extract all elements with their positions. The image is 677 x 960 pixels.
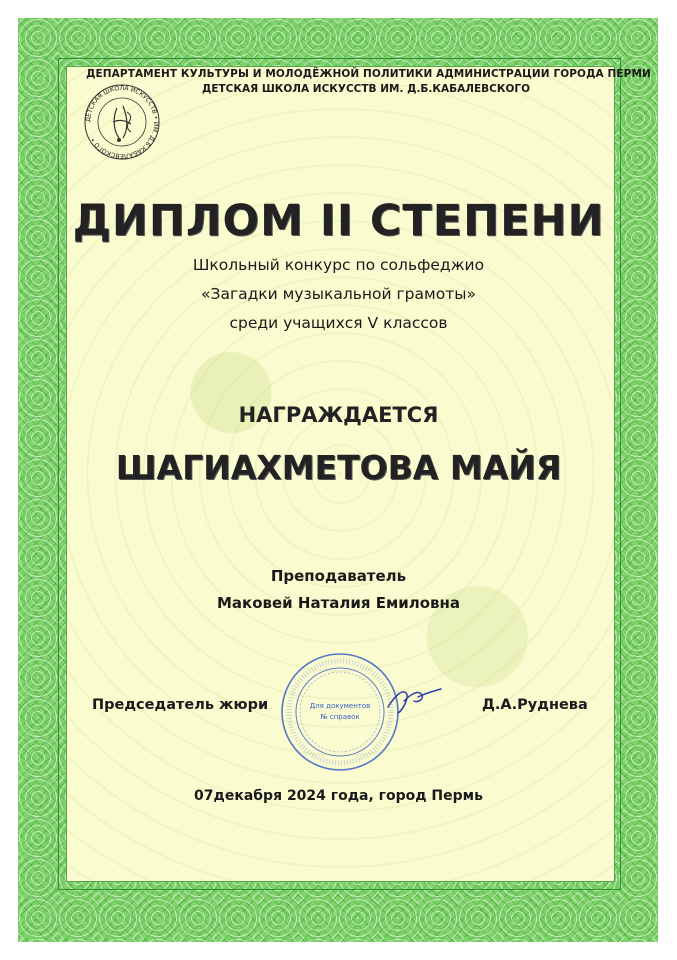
signature-icon	[384, 683, 444, 717]
contest-name: «Загадки музыкальной грамоты»	[201, 285, 476, 303]
awarded-label: НАГРАЖДАЕТСЯ	[238, 403, 439, 427]
diploma-title: ДИПЛОМ II СТЕПЕНИ	[72, 196, 605, 246]
jury-chair-name: Д.А.Руднева	[482, 697, 588, 713]
emblem-ring-text: ДЕТСКАЯ ШКОЛА ИСКУССТВ • ИМ. Д.Б.КАБАЛЕВСКОГО •	[84, 84, 160, 160]
recipient-name: ШАГИАХМЕТОВА МАЙЯ	[115, 448, 562, 487]
teacher-label: Преподаватель	[270, 567, 407, 585]
contest-participants: среди учащихся V классов	[229, 314, 448, 332]
teacher-name: Маковей Наталия Емиловна	[216, 594, 461, 612]
contest-description: Школьный конкурс по сольфеджио	[192, 256, 485, 274]
svg-text:ДЕТСКАЯ ШКОЛА ИСКУССТВ • ИМ. Д	[85, 85, 159, 159]
department-name: ДЕПАРТАМЕНТ КУЛЬТУРЫ И МОЛОДЁЖНОЙ ПОЛИТИКИ АДМИНИСТРАЦИИ ГОРОДА ПЕРМИ	[86, 68, 651, 80]
stamp-center-text-2: № справок	[320, 713, 360, 721]
jury-chair-label: Председатель жюри	[92, 697, 269, 713]
school-name: ДЕТСКАЯ ШКОЛА ИСКУССТВ ИМ. Д.Б.КАБАЛЕВСКОГО	[201, 83, 530, 95]
stamp-center-text: Для документов	[309, 702, 371, 710]
school-emblem-icon	[83, 82, 161, 162]
date-place: 07декабря 2024 года, город Пермь	[194, 788, 483, 804]
